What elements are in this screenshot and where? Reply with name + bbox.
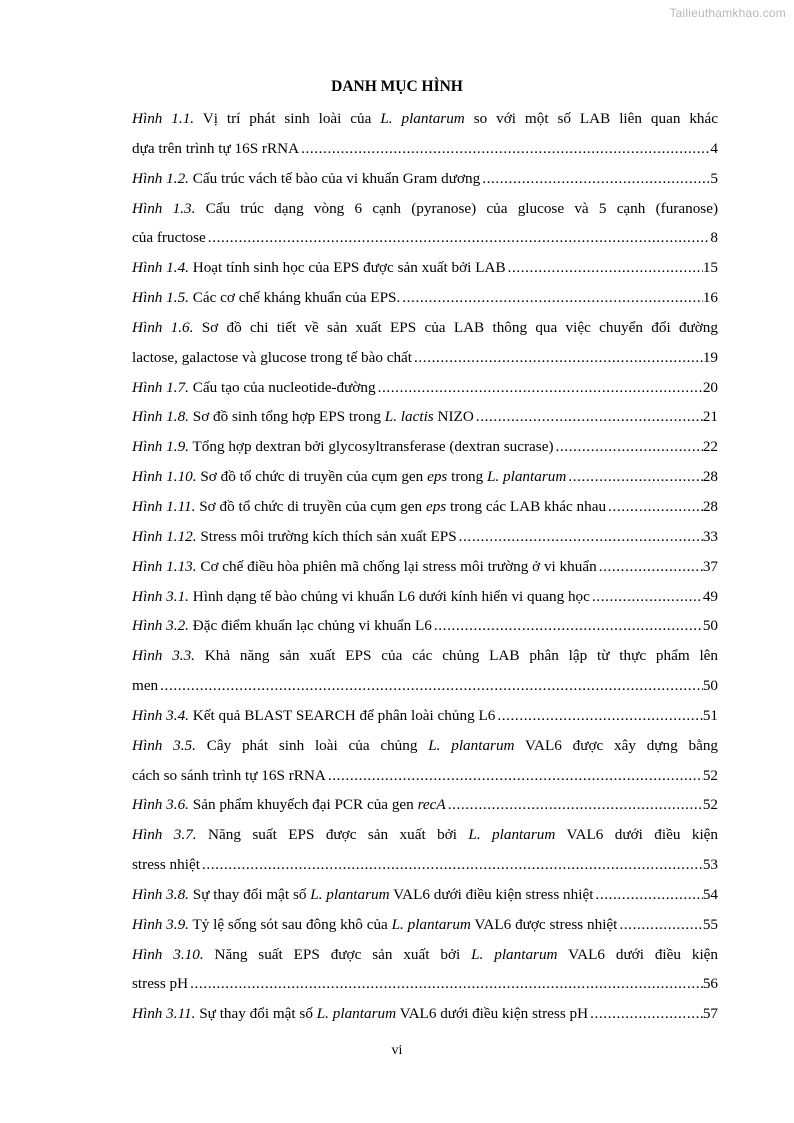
figure-label: Hình 1.12. (132, 527, 197, 545)
figure-entry[interactable] (132, 999, 718, 1029)
entry-text: trong các LAB khác nhau (446, 497, 607, 515)
entry-text: Năng suất EPS được sản xuất bởi (203, 945, 472, 963)
entry-line (132, 850, 718, 880)
page-ref: 28 (702, 468, 718, 486)
dot-leader (476, 402, 703, 432)
entry-line (132, 462, 718, 492)
entry-text: trong (447, 468, 487, 486)
entry-line (132, 731, 718, 761)
species-name: eps (427, 468, 448, 486)
entry-text: Sơ đồ sinh tổng hợp EPS trong (188, 408, 385, 426)
entry-line (132, 283, 718, 313)
entry-text-group (132, 910, 617, 940)
species-name: L. plantarum (310, 885, 390, 903)
figure-label: Hình 3.5. (132, 736, 196, 754)
entry-text-group (132, 611, 432, 641)
dot-leader (595, 880, 702, 910)
page-ref: 53 (702, 856, 718, 874)
entry-text: cách so sánh trình tự 16S rRNA (132, 766, 326, 784)
entry-line (132, 552, 718, 582)
entry-text: stress pH (132, 975, 189, 993)
figure-entry[interactable] (132, 582, 718, 612)
dot-leader (508, 253, 703, 283)
entry-line (132, 194, 718, 224)
page-ref: 51 (702, 706, 718, 724)
figure-label: Hình 3.3. (132, 647, 195, 665)
entry-text-group (132, 552, 597, 582)
figure-label: Hình 3.1. (132, 587, 189, 605)
dot-leader (482, 164, 710, 194)
figure-entry[interactable] (132, 641, 718, 701)
entry-text-group (132, 343, 412, 373)
dot-leader (459, 522, 703, 552)
figure-list (132, 104, 718, 1029)
entry-text-group (132, 999, 588, 1029)
figure-entry[interactable] (132, 253, 718, 283)
figure-entry[interactable] (132, 731, 718, 791)
watermark-text: Tailieuthamkhao.com (669, 6, 786, 20)
entry-text: VAL6 được xây dựng bằng (514, 736, 718, 754)
entry-text: Sự thay đổi mật số (195, 1005, 317, 1023)
entry-text: so với một số LAB liên quan khác (464, 110, 718, 127)
entry-text-group (132, 582, 590, 612)
entry-text: men (132, 677, 159, 695)
entry-text-group (132, 432, 554, 462)
entry-text: Hoạt tính sinh học của EPS được sản xuất bởi LAB (188, 259, 506, 277)
dot-leader (599, 552, 703, 582)
figure-entry[interactable] (132, 790, 718, 820)
species-name: L. plantarum (428, 736, 515, 754)
entry-line (132, 611, 718, 641)
entry-text: Sơ đồ tổ chức di truyền của cụm gen (196, 468, 428, 486)
figure-label: Hình 3.11. (132, 1005, 196, 1023)
page-ref: 54 (702, 885, 718, 903)
entry-text-group (132, 880, 593, 910)
dot-leader (497, 701, 702, 731)
entry-line (132, 522, 718, 552)
page-title: DANH MỤC HÌNH (331, 78, 463, 95)
entry-text: Sơ đồ tổ chức di truyền của cụm gen (195, 497, 426, 515)
species-name: L. plantarum (468, 826, 556, 844)
page-ref: 56 (702, 975, 718, 993)
figure-entry[interactable] (132, 402, 718, 432)
figure-entry[interactable] (132, 313, 718, 373)
entry-line (132, 641, 718, 671)
entry-text: Khả năng sản xuất EPS của các chủng LAB phân lập từ thực phẩm lên (194, 647, 718, 665)
page-ref: 15 (702, 259, 718, 277)
figure-label: Hình 3.9. (132, 915, 189, 933)
entry-text: Cây phát sinh loài của chủng (195, 736, 429, 754)
figure-entry[interactable] (132, 701, 718, 731)
figure-label: Hình 1.10. (132, 468, 197, 486)
figure-entry[interactable] (132, 104, 718, 164)
entry-text-group (132, 164, 480, 194)
entry-text: VAL6 dưới điều kiện stress pH (396, 1005, 589, 1023)
entry-text: Sự thay đổi mật số (188, 885, 311, 903)
figure-entry[interactable] (132, 910, 718, 940)
page-ref: 49 (702, 587, 718, 605)
entry-text-group (132, 850, 200, 880)
page-ref: 57 (702, 1005, 718, 1023)
entry-text: Các cơ chế kháng khuẩn của EPS. (188, 289, 401, 307)
page-ref: 4 (710, 139, 718, 157)
entry-text: Cấu tạo của nucleotide-đường (188, 378, 376, 396)
page-ref: 5 (710, 169, 718, 187)
page-ref: 52 (702, 796, 718, 814)
entry-text: stress nhiệt (132, 856, 200, 874)
figure-label: Hình 3.7. (132, 826, 197, 844)
page-ref: 19 (702, 348, 718, 366)
dot-leader (608, 492, 703, 522)
figure-entry[interactable] (132, 820, 718, 880)
dot-leader (619, 910, 702, 940)
figure-label: Hình 1.7. (132, 378, 189, 396)
entry-text: VAL6 dưới điều kiện (555, 826, 718, 844)
page-ref: 22 (702, 438, 718, 456)
page-ref: 16 (702, 289, 718, 307)
dot-leader (592, 582, 703, 612)
species-name: recA (417, 796, 446, 814)
species-name: L. plantarum (391, 915, 471, 933)
entry-line (132, 880, 718, 910)
entry-line (132, 790, 718, 820)
dot-leader (378, 373, 703, 403)
entry-line (132, 671, 718, 701)
figure-entry[interactable] (132, 462, 718, 492)
entry-text-group (132, 462, 566, 492)
entry-line (132, 582, 718, 612)
figure-label: Hình 1.5. (132, 289, 189, 307)
entry-line (132, 134, 718, 164)
entry-text: Kết quả BLAST SEARCH để phân loài chủng L6 (188, 706, 496, 724)
entry-text: Sản phẩm khuyếch đại PCR của gen (188, 796, 418, 814)
figure-entry[interactable] (132, 522, 718, 552)
entry-line (132, 761, 718, 791)
figure-label: Hình 1.9. (132, 438, 189, 456)
entry-text-group (132, 522, 457, 552)
entry-line (132, 969, 718, 999)
page-ref: 55 (702, 915, 718, 933)
entry-text-group (132, 402, 474, 432)
dot-leader (434, 611, 703, 641)
figure-entry[interactable] (132, 552, 718, 582)
entry-line (132, 940, 718, 970)
figure-label: Hình 1.1. (132, 110, 195, 127)
entry-line (132, 999, 718, 1029)
species-name: L. lactis (384, 408, 434, 426)
entry-text: Vị trí phát sinh loài của (194, 110, 381, 127)
entry-text: dựa trên trình tự 16S rRNA (132, 139, 300, 157)
species-name: L. plantarum (380, 110, 465, 127)
figure-label: Hình 1.3. (132, 199, 196, 217)
entry-text: của fructose (132, 229, 206, 247)
figure-entry[interactable] (132, 611, 718, 641)
entry-line (132, 910, 718, 940)
entry-text: Tỷ lệ sống sót sau đông khô của (188, 915, 392, 933)
dot-leader (301, 134, 710, 164)
entry-line (132, 223, 718, 253)
dot-leader (208, 223, 711, 253)
entry-line (132, 492, 718, 522)
page-ref: 50 (702, 617, 718, 635)
entry-text: VAL6 dưới điều kiện stress nhiệt (389, 885, 594, 903)
entry-text: Cơ chế điều hòa phiên mã chống lại stress môi trường ở vi khuẩn (196, 557, 597, 575)
entry-line (132, 373, 718, 403)
page-ref: 52 (702, 766, 718, 784)
figure-entry[interactable] (132, 283, 718, 313)
figure-label: Hình 1.2. (132, 169, 189, 187)
entry-text-group (132, 701, 495, 731)
dot-leader (190, 969, 703, 999)
entry-line (132, 104, 718, 134)
figure-label: Hình 3.4. (132, 706, 189, 724)
figure-label: Hình 1.8. (132, 408, 189, 426)
figure-label: Hình 3.2. (132, 617, 189, 635)
figure-entry[interactable] (132, 164, 718, 194)
entry-text-group (132, 671, 158, 701)
species-name: L. plantarum (316, 1005, 397, 1023)
entry-text-group (132, 492, 606, 522)
figure-label: Hình 3.10. (132, 945, 204, 963)
entry-text: NIZO (433, 408, 474, 426)
entry-line (132, 313, 718, 343)
dot-leader (202, 850, 703, 880)
entry-line (132, 432, 718, 462)
page-ref: 33 (702, 527, 718, 545)
entry-line (132, 820, 718, 850)
dot-leader (556, 432, 703, 462)
species-name: eps (425, 497, 447, 515)
entry-text: VAL6 được stress nhiệt (470, 915, 618, 933)
dot-leader (568, 462, 703, 492)
figure-label: Hình 1.11. (132, 497, 196, 515)
entry-line (132, 701, 718, 731)
entry-text-group (132, 283, 400, 313)
entry-line (132, 343, 718, 373)
figure-label: Hình 1.13. (132, 557, 197, 575)
page-ref: 50 (702, 677, 718, 695)
entry-text: Cấu trúc dạng vòng 6 cạnh (pyranose) của glucose và 5 cạnh (furanose) (195, 199, 718, 217)
entry-text-group (132, 761, 326, 791)
entry-text: lactose, galactose và glucose trong tế bào chất (132, 348, 413, 366)
entry-text: Hình dạng tế bào chủng vi khuẩn L6 dưới kính hiển vi quang học (188, 587, 590, 605)
entry-text: Sơ đồ chi tiết về sản xuất EPS của LAB thông qua việc chuyển đổi đường (193, 318, 718, 336)
entry-text: VAL6 dưới điều kiện (557, 945, 718, 963)
page-ref: 8 (710, 229, 718, 247)
dot-leader (402, 283, 703, 313)
entry-line (132, 253, 718, 283)
page-number: vi (391, 1043, 403, 1058)
entry-text-group (132, 223, 206, 253)
entry-text: Tổng hợp dextran bởi glycosyltransferase (dextran sucrase) (188, 438, 554, 456)
figure-entry[interactable] (132, 492, 718, 522)
species-name: L. plantarum (471, 945, 558, 963)
entry-text-group (132, 790, 446, 820)
figure-entry[interactable] (132, 880, 718, 910)
figure-entry[interactable] (132, 432, 718, 462)
species-name: L. plantarum (486, 468, 567, 486)
entry-line (132, 402, 718, 432)
dot-leader (414, 343, 703, 373)
figure-entry[interactable] (132, 194, 718, 254)
entry-text-group (132, 373, 376, 403)
page-ref: 21 (702, 408, 718, 426)
entry-text-group (132, 969, 188, 999)
dot-leader (448, 790, 703, 820)
figure-label: Hình 1.6. (132, 318, 194, 336)
entry-text: Stress môi trường kích thích sản xuất EPS (196, 527, 457, 545)
entry-line (132, 164, 718, 194)
figure-label: Hình 1.4. (132, 259, 189, 277)
page-ref: 20 (702, 378, 718, 396)
figure-entry[interactable] (132, 373, 718, 403)
dot-leader (590, 999, 703, 1029)
figure-label: Hình 3.8. (132, 885, 189, 903)
figure-entry[interactable] (132, 940, 718, 1000)
entry-text: Cấu trúc vách tế bào của vi khuẩn Gram dương (188, 169, 481, 187)
page-ref: 37 (702, 557, 718, 575)
entry-text: Năng suất EPS được sản xuất bởi (196, 826, 469, 844)
figure-label: Hình 3.6. (132, 796, 189, 814)
dot-leader (160, 671, 703, 701)
entry-text-group (132, 134, 299, 164)
page-ref: 28 (702, 497, 718, 515)
dot-leader (328, 761, 703, 791)
entry-text-group (132, 253, 506, 283)
entry-text: Đặc điểm khuẩn lạc chủng vi khuẩn L6 (188, 617, 432, 635)
